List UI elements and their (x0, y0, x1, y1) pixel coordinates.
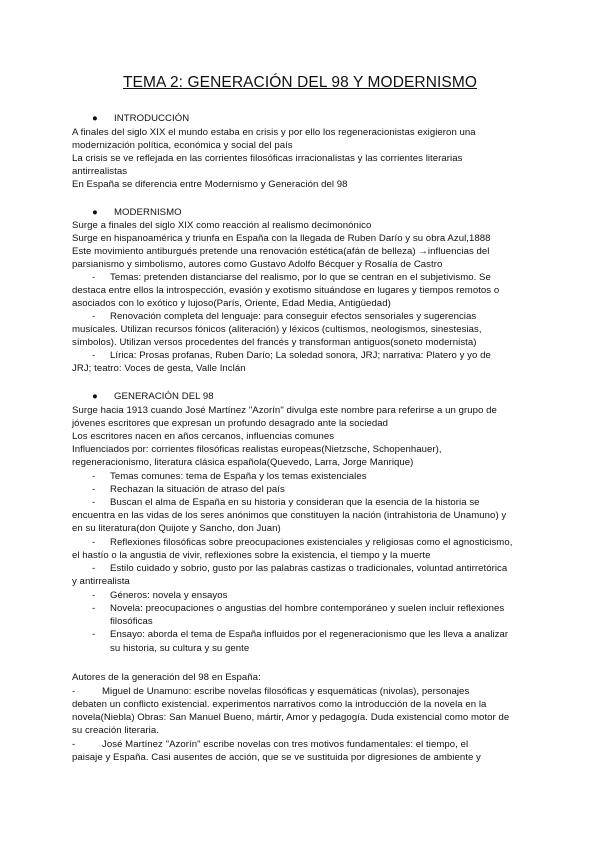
list-item: - Renovación completa del lenguaje: para conseguir efectos sensoriales y sugerencias (92, 311, 477, 322)
list-item: - Estilo cuidado y sobrio, gusto por las palabras castizas o tradicionales, voluntad antirretórica (92, 563, 508, 574)
list-item: - Reflexiones filosóficas sobre preocupaciones existenciales y religiosas como el agnosticismo, (92, 537, 513, 548)
paragraph-line: el hastío o la angustia de vivir, reflexiones sobre la existencia, el tiempo y la muerte (72, 550, 431, 561)
paragraph-line: su historia, su cultura y su gente (110, 643, 250, 654)
dash-icon: - (92, 272, 96, 283)
section-heading-introduccion: ● INTRODUCCIÓN (92, 113, 190, 124)
dash-icon: - (92, 471, 96, 482)
page-title: TEMA 2: GENERACIÓN DEL 98 Y MODERNISMO (122, 74, 478, 91)
paragraph-line: Surge hacia 1913 cuando José Martínez "Azorín" divulga este nombre para referirse a un grupo de (72, 405, 497, 416)
dash-icon: - (92, 629, 96, 640)
paragraph-line: Este movimiento antiburgués pretende una renovación estética(afán de belleza) →influencias del (72, 246, 490, 257)
paragraph-line: paisaje y España. Casi ausentes de acción, que se ve sustituida por digresiones de ambiente y (72, 752, 481, 763)
paragraph-line: antirrealistas (72, 166, 128, 177)
dash-icon: - (92, 350, 96, 361)
paragraph-line: Los escritores nacen en años cercanos, influencias comunes (72, 431, 335, 442)
paragraph-line: A finales del siglo XIX el mundo estaba en crisis y por ello los regeneracionistas exigieron una (72, 127, 476, 138)
section-heading-autores: Autores de la generación del 98 en España: (72, 672, 261, 683)
paragraph-line: asociados con lo exótico y lujoso(París, Oriente, Edad Media, Antigüedad) (72, 298, 391, 309)
dash-icon: - (92, 590, 96, 601)
list-item: - Temas: pretenden distanciarse del realismo, por lo que se centran en el subjetivismo. Se (92, 272, 491, 283)
paragraph-line: y antirrealista (72, 576, 130, 587)
paragraph-line: modernización política, económica y social del país (72, 140, 293, 151)
paragraph-line: novela(Niebla) Obras: San Manuel Bueno, mártir, Amor y pedagogía. Duda existencial como motor de (72, 712, 510, 723)
paragraph-line: su creación literaria. (72, 725, 159, 736)
paragraph-line: debaten un conflicto existencial. experimentos narrativos como la introducción de la novela en la (72, 699, 487, 710)
list-item: - Novela: preocupaciones o angustias del hombre contemporáneo y suelen incluir reflexiones (92, 603, 505, 614)
paragraph-line: Surge en hispanoamérica y triunfa en España con la llegada de Ruben Darío y su obra Azul,1888 (72, 233, 491, 244)
bullet-icon: ● (92, 391, 98, 402)
dash-icon: - (92, 497, 96, 508)
list-item: - Miguel de Unamuno: escribe novelas filosóficas y esquemáticas (nivolas), personajes (72, 686, 470, 697)
list-item: - Rechazan la situación de atraso del país (92, 484, 285, 495)
dash-icon: - (92, 537, 96, 548)
bullet-icon: ● (92, 113, 98, 124)
paragraph-line: símbolos). Utilizan versos procedentes del francés y transforman antiguos(soneto modernista) (72, 337, 477, 348)
paragraph-line: regeneracionismo, literatura clásica española(Quevedo, Larra, Jorge Manrique) (72, 457, 414, 468)
paragraph-line: destaca entre ellos la introspección, evasión y exotismo situándose en lugares y tiempos remotos o (72, 285, 500, 296)
list-item: - Ensayo: aborda el tema de España influidos por el regeneracionismo que les lleva a analizar (92, 629, 509, 640)
paragraph-line: Surge a finales del siglo XIX como reacción al realismo decimonónico (72, 220, 372, 231)
paragraph-line: JRJ; teatro: Voces de gesta, Valle Inclán (72, 363, 246, 374)
dash-icon: - (92, 603, 96, 614)
list-item: - José Martínez "Azorín" escribe novelas con tres motivos fundamentales: el tiempo, el (72, 739, 469, 750)
paragraph-line: encuentra en las vidas de los seres anónimos que constituyen la nación (intrahistoria de Unamuno) y (72, 510, 507, 521)
paragraph-line: musicales. Utilizan recursos fónicos (aliteración) y léxicos (cultismos, neologismos, sinestesias, (72, 324, 482, 335)
list-item: - Buscan el alma de España en su historia y consideran que la esencia de la historia se (92, 497, 480, 508)
paragraph-line: La crisis se ve reflejada en las corrientes filosóficas irracionalistas y las corrientes literarias (72, 153, 463, 164)
paragraph-line: Influenciados por: corrientes filosóficas realistas europeas(Nietzsche, Schopenhauer), (72, 444, 442, 455)
dash-icon: - (92, 311, 96, 322)
section-heading-modernismo: ● MODERNISMO (92, 207, 182, 218)
paragraph-line: jóvenes escritores que expresan un profundo desagrado ante la sociedad (72, 418, 389, 429)
dash-icon: - (92, 484, 96, 495)
paragraph-line: filosóficas (110, 616, 153, 627)
paragraph-line: en su literatura(don Quijote y Sancho, don Juan) (72, 523, 281, 534)
list-item: - Temas comunes: tema de España y los temas existenciales (92, 471, 367, 482)
list-item: - Géneros: novela y ensayos (92, 590, 228, 601)
dash-icon: - (72, 686, 76, 697)
paragraph-line: En España se diferencia entre Modernismo y Generación del 98 (72, 179, 348, 190)
paragraph-line: parsianismo y simbolismo, autores como Gustavo Adolfo Bécquer y Rosalía de Castro (72, 259, 443, 270)
dash-icon: - (72, 739, 76, 750)
dash-icon: - (92, 563, 96, 574)
bullet-icon: ● (92, 207, 98, 218)
section-heading-generacion-98: ● GENERACIÓN DEL 98 (92, 391, 214, 402)
list-item: - Lírica: Prosas profanas, Ruben Darío; La soledad sonora, JRJ; narrativa: Platero y yo de (92, 350, 491, 361)
